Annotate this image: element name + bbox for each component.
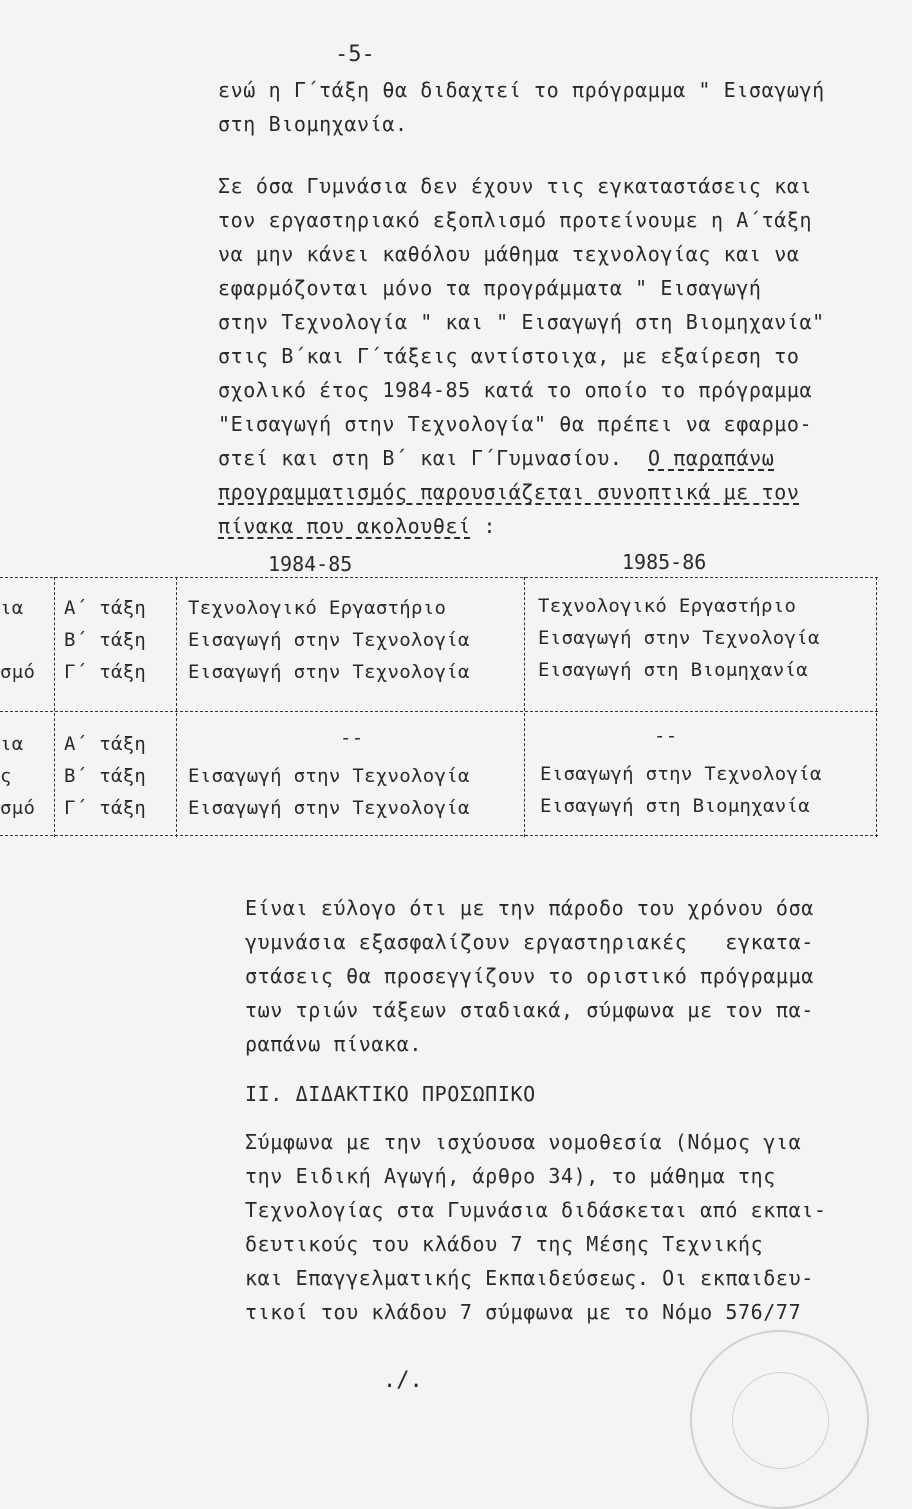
text-line: στις Β΄και Γ΄τάξεις αντίστοιχα, με εξαίρεση το xyxy=(218,344,800,368)
text-line: Σε όσα Γυμνάσια δεν έχουν τις εγκαταστάσεις και xyxy=(218,174,813,198)
program-cell: Εισαγωγή στην Τεχνολογία xyxy=(540,763,822,785)
grade-cell: Α΄ τάξη xyxy=(64,733,147,755)
table-rule xyxy=(876,577,877,837)
text-line: Τεχνολογίας στα Γυμνάσια διδάσκεται από εκπαι- xyxy=(245,1198,827,1222)
official-stamp xyxy=(690,1330,869,1509)
program-cell: Εισαγωγή στην Τεχνολογία xyxy=(188,661,470,683)
text-line: στη Βιομηχανία. xyxy=(218,112,408,136)
table-rule xyxy=(54,577,55,837)
underlined-text: πίνακα που ακολουθεί xyxy=(218,514,471,538)
table-rule xyxy=(0,577,878,578)
table-rule xyxy=(176,577,177,837)
continuation-mark: ./. xyxy=(383,1368,423,1393)
page-number: -5- xyxy=(335,42,375,67)
text-line: Σύμφωνα με την ισχύουσα νομοθεσία (Νόμος για xyxy=(245,1130,802,1154)
table-rule xyxy=(524,577,525,837)
text-line: την Ειδική Αγωγή, άρθρο 34), το μάθημα της xyxy=(245,1164,776,1188)
grade-cell: Α΄ τάξη xyxy=(64,597,147,619)
program-cell: -- xyxy=(340,727,364,749)
program-cell: Εισαγωγή στην Τεχνολογία xyxy=(188,797,470,819)
underlined-text: Ο παραπάνω xyxy=(648,446,775,470)
text-line: στην Τεχνολογία " και " Εισαγωγή στη Βιομηχανία" xyxy=(218,310,825,334)
program-cell: Εισαγωγή στην Τεχνολογία xyxy=(188,629,470,651)
year-header-1: 1984-85 xyxy=(268,552,353,576)
group-label: ς xyxy=(0,765,12,787)
text-line: ενώ η Γ΄τάξη θα διδαχτεί το πρόγραμμα " Εισαγωγή xyxy=(218,78,825,102)
program-cell: Τεχνολογικό Εργαστήριο xyxy=(538,595,797,617)
program-cell: -- xyxy=(654,725,678,747)
grade-cell: Γ΄ τάξη xyxy=(64,661,147,683)
text-line: στεί και στη Β΄ και Γ΄Γυμνασίου. xyxy=(218,446,623,470)
text-line xyxy=(218,514,496,538)
year-header-2: 1985-86 xyxy=(622,550,707,574)
program-cell: Εισαγωγή στη Βιομηχανία xyxy=(538,659,808,681)
group-label: ια xyxy=(0,597,24,619)
text-line: των τριών τάξεων σταδιακά, σύμφωνα με τον πα- xyxy=(245,998,814,1022)
group-label: σμό xyxy=(0,661,36,683)
grade-cell: Β΄ τάξη xyxy=(64,765,147,787)
text-line: σχολικό έτος 1984-85 κατά το οποίο το πρόγραμμα xyxy=(218,378,813,402)
text-line: γυμνάσια εξασφαλίζουν εργαστηριακές εγκατα- xyxy=(245,930,814,954)
underlined-text: προγραμματισμός παρουσιάζεται συνοπτικά με τον xyxy=(218,480,800,504)
grade-cell: Β΄ τάξη xyxy=(64,629,147,651)
text-line: ραπάνω πίνακα. xyxy=(245,1032,422,1056)
text-line: Είναι εύλογο ότι με την πάροδο του χρόνου όσα xyxy=(245,896,814,920)
text-tail: : xyxy=(470,514,497,538)
program-cell: Εισαγωγή στη Βιομηχανία xyxy=(540,795,810,817)
group-label: σμό xyxy=(0,797,36,819)
program-cell: Εισαγωγή στην Τεχνολογία xyxy=(538,627,820,649)
program-cell: Τεχνολογικό Εργαστήριο xyxy=(188,597,447,619)
table-rule xyxy=(0,711,878,712)
stamp-inner-ring xyxy=(732,1372,829,1469)
text-line: να μην κάνει καθόλου μάθημα τεχνολογίας και να xyxy=(218,242,800,266)
curriculum-table xyxy=(0,577,880,847)
text-line: εφαρμόζονται μόνο τα προγράμματα " Εισαγωγή xyxy=(218,276,762,300)
group-label: ια xyxy=(0,733,24,755)
text-line: "Εισαγωγή στην Τεχνολογία" θα πρέπει να εφαρμο- xyxy=(218,412,813,436)
table-rule xyxy=(0,835,878,836)
text-line: τον εργαστηριακό εξοπλισμό προτείνουμε η Α΄τάξη xyxy=(218,208,813,232)
program-cell: Εισαγωγή στην Τεχνολογία xyxy=(188,765,470,787)
text-line: και Επαγγελματικής Εκπαιδεύσεως. Οι εκπαιδευ- xyxy=(245,1266,814,1290)
text-line: δευτικούς του κλάδου 7 της Μέσης Τεχνικής xyxy=(245,1232,764,1256)
text-line: τικοί του κλάδου 7 σύμφωνα με το Νόμο 576/77 xyxy=(245,1300,802,1324)
section-heading: ΙΙ. ΔΙΔΑΚΤΙΚΟ ΠΡΟΣΩΠΙΚΟ xyxy=(245,1082,536,1106)
grade-cell: Γ΄ τάξη xyxy=(64,797,147,819)
text-line: στάσεις θα προσεγγίζουν το οριστικό πρόγραμμα xyxy=(245,964,814,988)
